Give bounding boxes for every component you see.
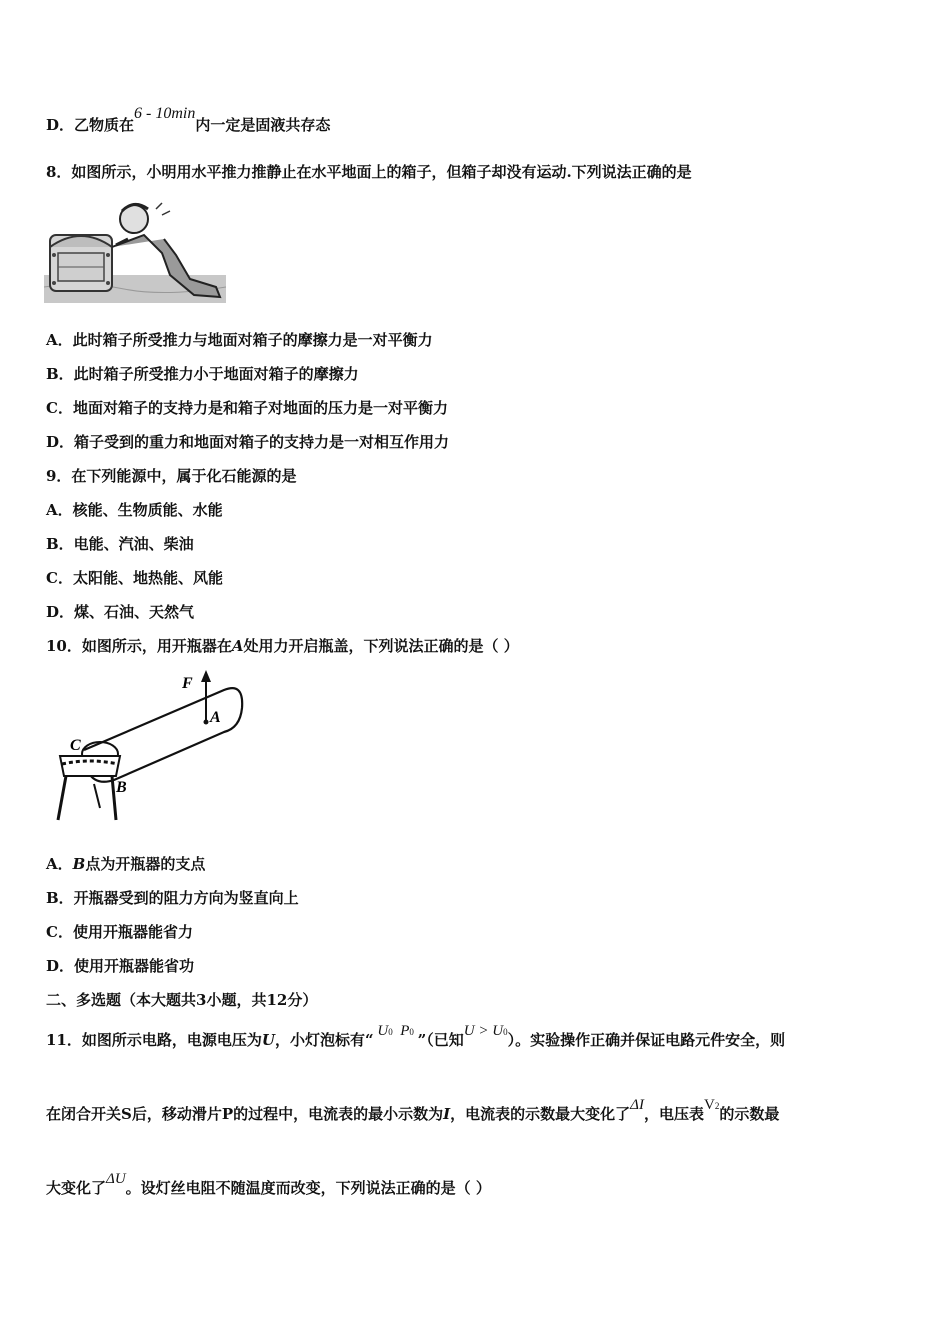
q10-stem: 10．如图所示，用开瓶器在A处用力开启瓶盖，下列说法正确的是（ ） (46, 637, 519, 655)
q7-option-d-tail: 内一定是固液共存态 (195, 116, 331, 134)
q10-label-c: C (70, 737, 81, 754)
q9-stem: 9．在下列能源中，属于化石能源的是 (46, 467, 297, 485)
q11-line-1: 11．如图所示电路，电源电压为U，小灯泡标有“ U0 P0 ”（已知U > U0）。实验操作正确并保证电路元件安全，则 (46, 1023, 786, 1049)
q9-option-d: D．煤、石油、天然气 (46, 603, 195, 621)
q11-voltmeter-v2: V2 (704, 1097, 720, 1113)
q8-option-c: C．地面对箱子的支持力是和箱子对地面的压力是一对平衡力 (46, 399, 448, 417)
q11-bulb-rating: U0 P0 (377, 1023, 414, 1039)
q10-option-c: C．使用开瓶器能省力 (46, 923, 193, 941)
q11-delta-u: ΔU (106, 1171, 126, 1187)
q8-figure-push-box (44, 195, 226, 303)
q8-option-a: A．此时箱子所受推力与地面对箱子的摩擦力是一对平衡力 (46, 331, 433, 349)
q10-label-f: F (182, 675, 193, 692)
q10-label-b: B (116, 779, 127, 796)
q9-option-c: C．太阳能、地热能、风能 (46, 569, 223, 587)
q11-line-2: 在闭合开关S后，移动滑片P的过程中，电流表的最小示数为I，电流表的示数最大变化了ΔI，电压表V2的示数最 (46, 1097, 780, 1123)
q7-option-d (46, 105, 331, 136)
q10-option-b: B．开瓶器受到的阻力方向为竖直向上 (46, 889, 299, 907)
q10-label-a: A (210, 709, 221, 726)
q11-condition: U > U0 (463, 1023, 508, 1039)
q9-option-a: A．核能、生物质能、水能 (46, 501, 223, 519)
q11-line-3: 大变化了ΔU。设灯丝电阻不随温度而改变，下列说法正确的是（ ） (46, 1171, 491, 1197)
q10-option-d: D．使用开瓶器能省功 (46, 957, 195, 975)
q8-option-b: B．此时箱子所受推力小于地面对箱子的摩擦力 (46, 365, 359, 383)
q7-option-d-math: 6 - 10min (134, 105, 196, 122)
q10-figure-bottle-opener (44, 668, 254, 824)
q10-option-a: A．B点为开瓶器的支点 (46, 855, 206, 873)
q8-option-d: D．箱子受到的重力和地面对箱子的支持力是一对相互作用力 (46, 433, 450, 451)
section-heading-multiple-choice: 二、多选题（本大题共3小题，共12分） (46, 991, 318, 1009)
q7-option-d-label: D．乙物质在 (46, 116, 135, 134)
q9-option-b: B．电能、汽油、柴油 (46, 535, 194, 553)
q8-stem: 8．如图所示，小明用水平推力推静止在水平地面上的箱子，但箱子却没有运动.下列说法正确的是 (46, 163, 692, 181)
q11-delta-i: ΔI (630, 1097, 644, 1113)
